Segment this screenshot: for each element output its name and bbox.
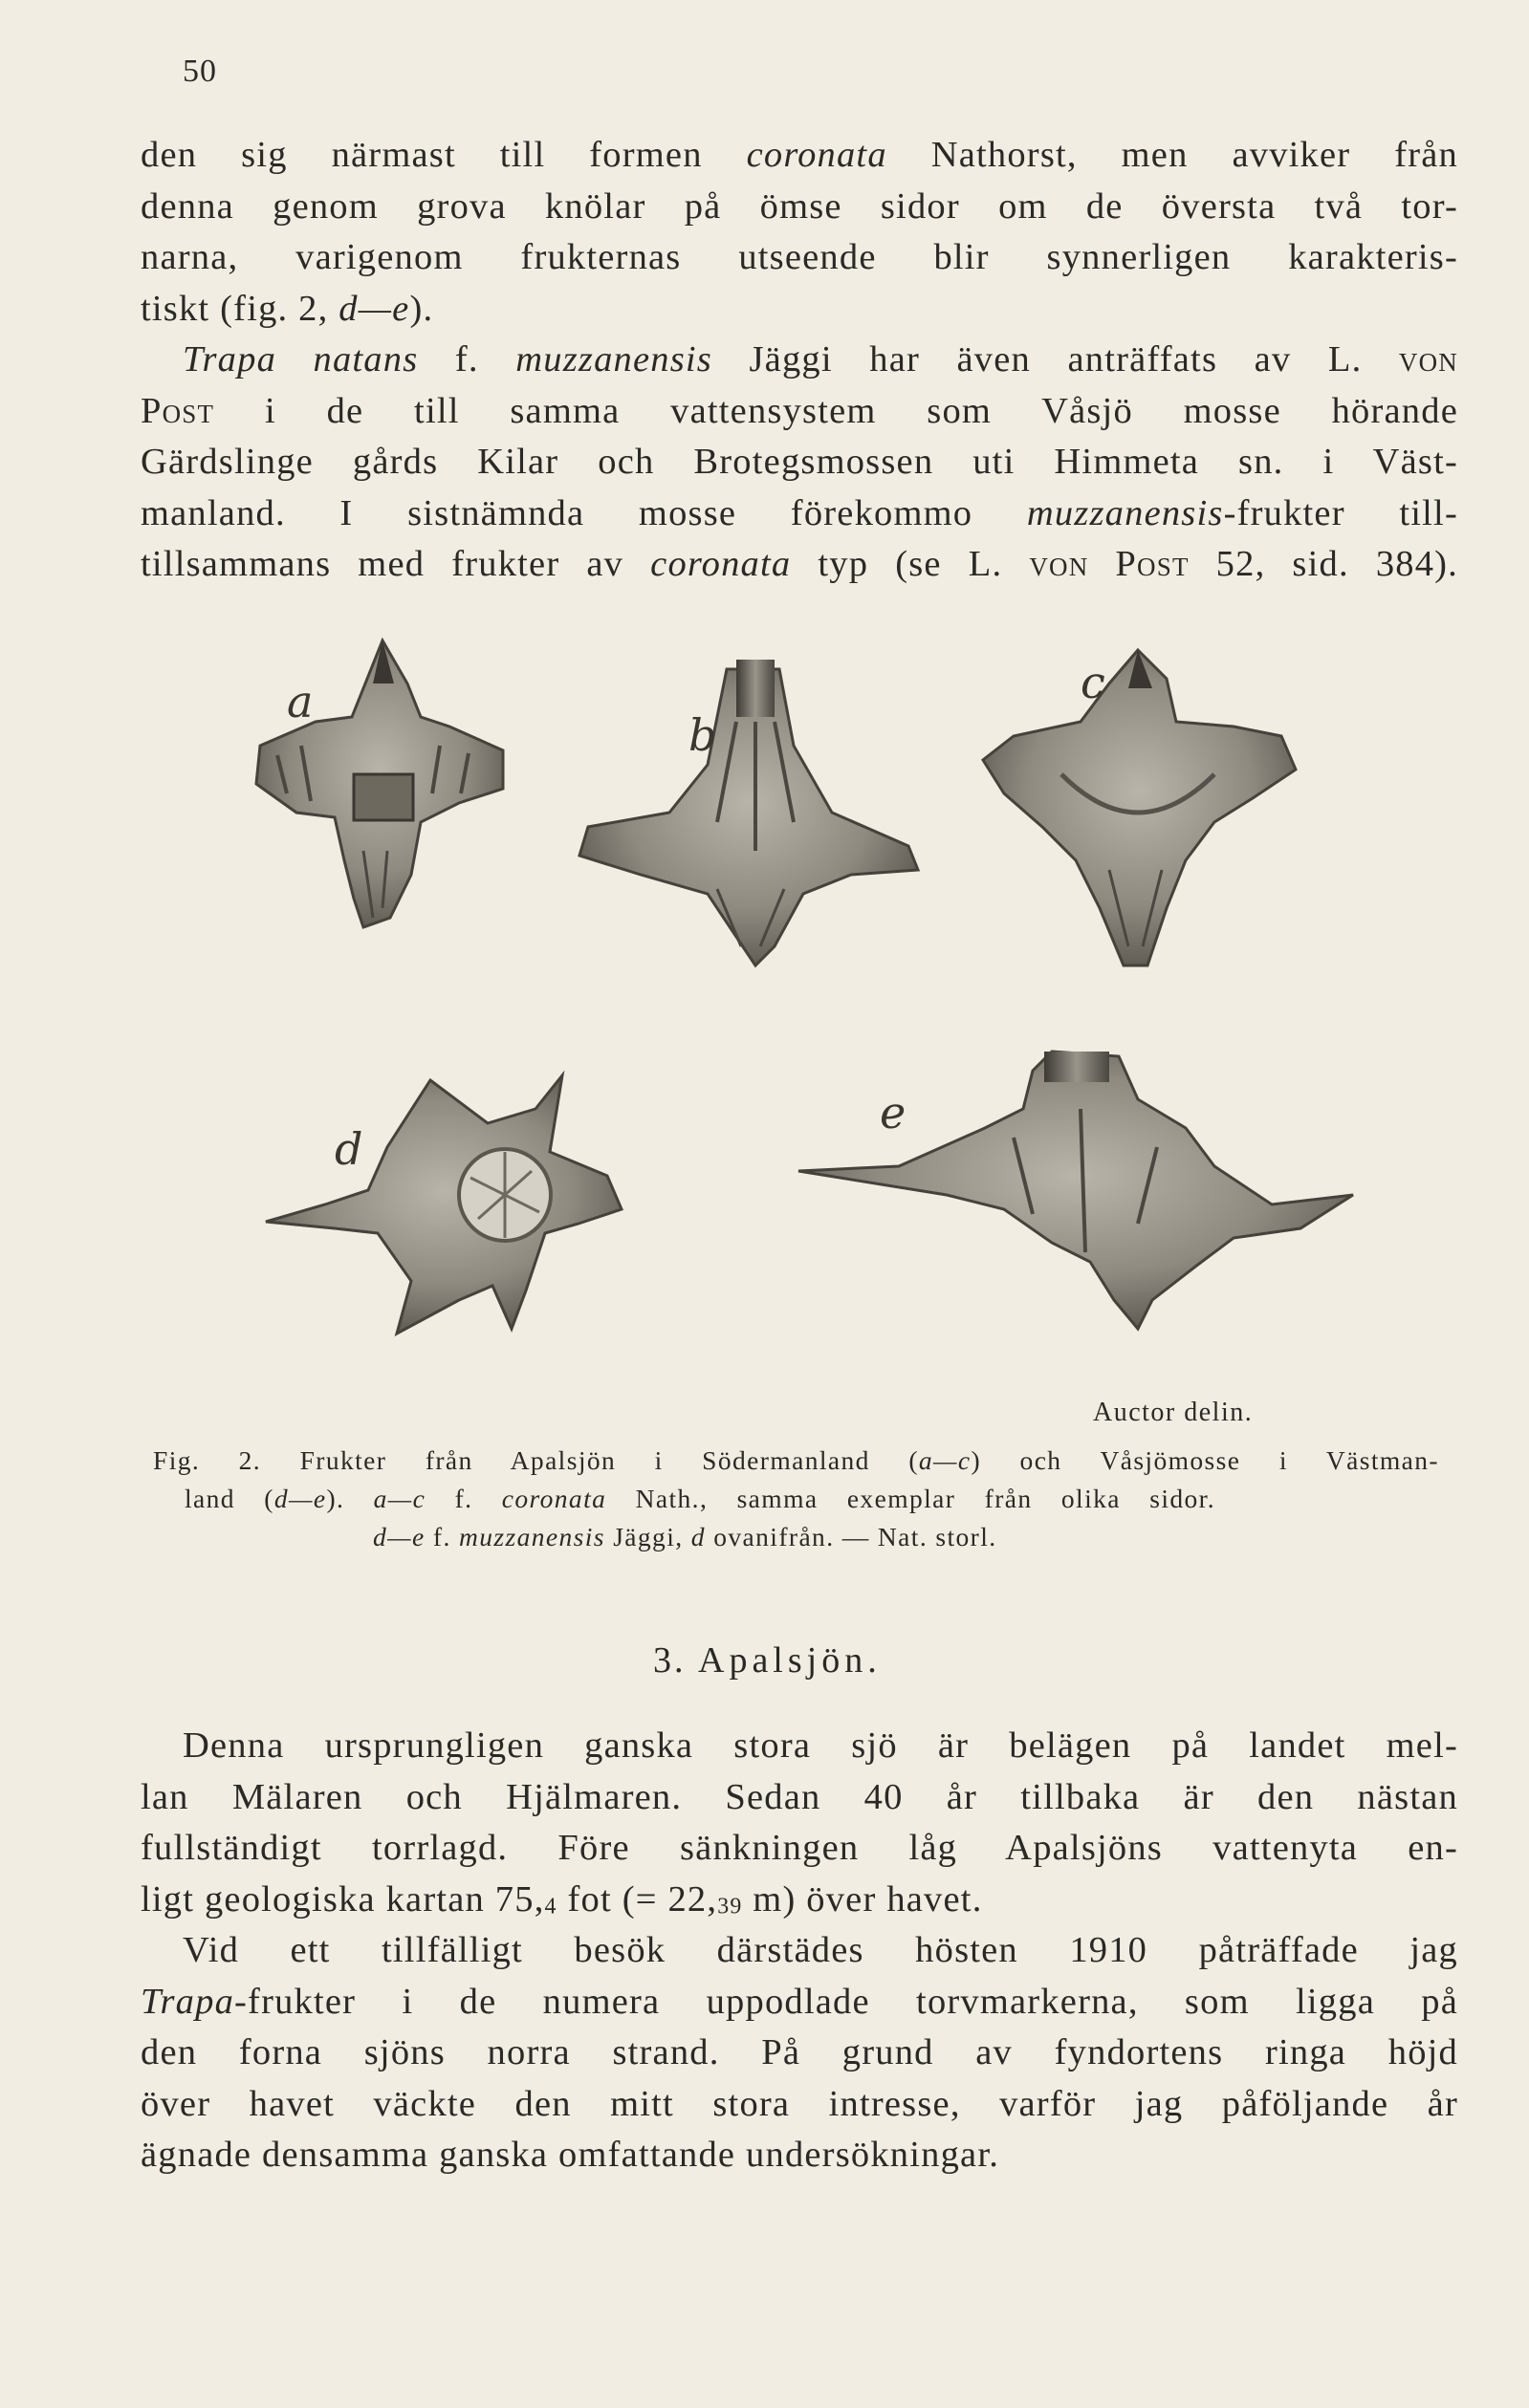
figure-label-c: c: [1081, 657, 1105, 708]
text-line: ligt geologiska kartan 75,4 fot (= 22,39 m) över havet.: [141, 1878, 983, 1920]
text-line: Trapa natans f. muzzanensis Jäggi har även anträffats av L. von: [183, 339, 1459, 380]
fruit-illustration-b: [579, 660, 918, 965]
fruit-illustration-c: [983, 650, 1296, 965]
text-line: Post i de till samma vattensystem som Våsjö mosse hörande: [141, 390, 1458, 431]
text-line: fullständigt torrlagd. Före sänkningen låg Apalsjöns vattenyta en-: [141, 1828, 1458, 1868]
text-line: lan Mälaren och Hjälmaren. Sedan 40 år tillbaka är den nästan: [141, 1776, 1458, 1817]
text-line: över havet väckte den mitt stora intresse, varför jag påföljande år: [141, 2083, 1458, 2124]
page-number: 50: [183, 54, 217, 89]
paragraph-3: [141, 1721, 1458, 1932]
text-line: manland. I sistnämnda mosse förekommo muzzanensis-frukter till-: [141, 492, 1458, 533]
section-heading: [653, 1639, 882, 1681]
figure-label-b: b: [688, 709, 717, 761]
figure-label-a: a: [287, 676, 314, 727]
figure-label-d: d: [335, 1123, 363, 1175]
text-line: narna, varigenom frukternas utseende blir synnerligen karakteris-: [141, 237, 1458, 277]
section-title: Apalsjön.: [698, 1640, 882, 1681]
fruit-illustration-e: [798, 1052, 1353, 1329]
text-line: den sig närmast till formen coronata Nathorst, men avviker från: [141, 135, 1458, 175]
text-line: ägnade densamma ganska omfattande undersökningar.: [141, 2135, 1000, 2175]
text-line: Vid ett tillfälligt besök därstädes hösten 1910 påträffade jag: [183, 1930, 1458, 1970]
paragraph-4: [141, 1925, 1458, 2181]
fruit-illustration-d: [266, 1075, 622, 1334]
text-line: Denna ursprungligen ganska stora sjö är belägen på landet mel-: [183, 1725, 1458, 1766]
figure-caption: [153, 1442, 1439, 1556]
paragraph-1: [141, 130, 1458, 335]
section-number: 3.: [653, 1640, 687, 1681]
figure-label-e: e: [880, 1087, 906, 1139]
text-line: Gärdslinge gårds Kilar och Brotegsmossen uti Himmeta sn. i Väst-: [141, 442, 1458, 482]
text-line: den forna sjöns norra strand. På grund av fyndortens ringa höjd: [141, 2032, 1458, 2072]
caption-line: Fig. 2. Frukter från Apalsjön i Södermanland (a—c) och Våsjömosse i Västman-: [153, 1445, 1439, 1475]
figure-trapa-fruits: [220, 631, 1367, 1396]
fruit-illustration-a: [256, 640, 503, 927]
caption-line: land (d—e). a—c f. coronata Nath., samma exemplar från olika sidor.: [185, 1484, 1215, 1513]
text-line: denna genom grova knölar på ömse sidor om de översta två tor-: [141, 185, 1458, 227]
text-line: Trapa-frukter i de numera uppodlade torvmarkerna, som ligga på: [141, 1981, 1458, 2022]
caption-line: d—e f. muzzanensis Jäggi, d ovanifrån. — Nat. storl.: [373, 1522, 997, 1551]
text-line: tiskt (fig. 2, d—e).: [141, 288, 434, 329]
paragraph-2: [141, 335, 1458, 591]
text-line: tillsammans med frukter av coronata typ (se L. von Post 52, sid. 384).: [141, 544, 1459, 584]
figure-credit: Auctor delin.: [1093, 1398, 1254, 1427]
